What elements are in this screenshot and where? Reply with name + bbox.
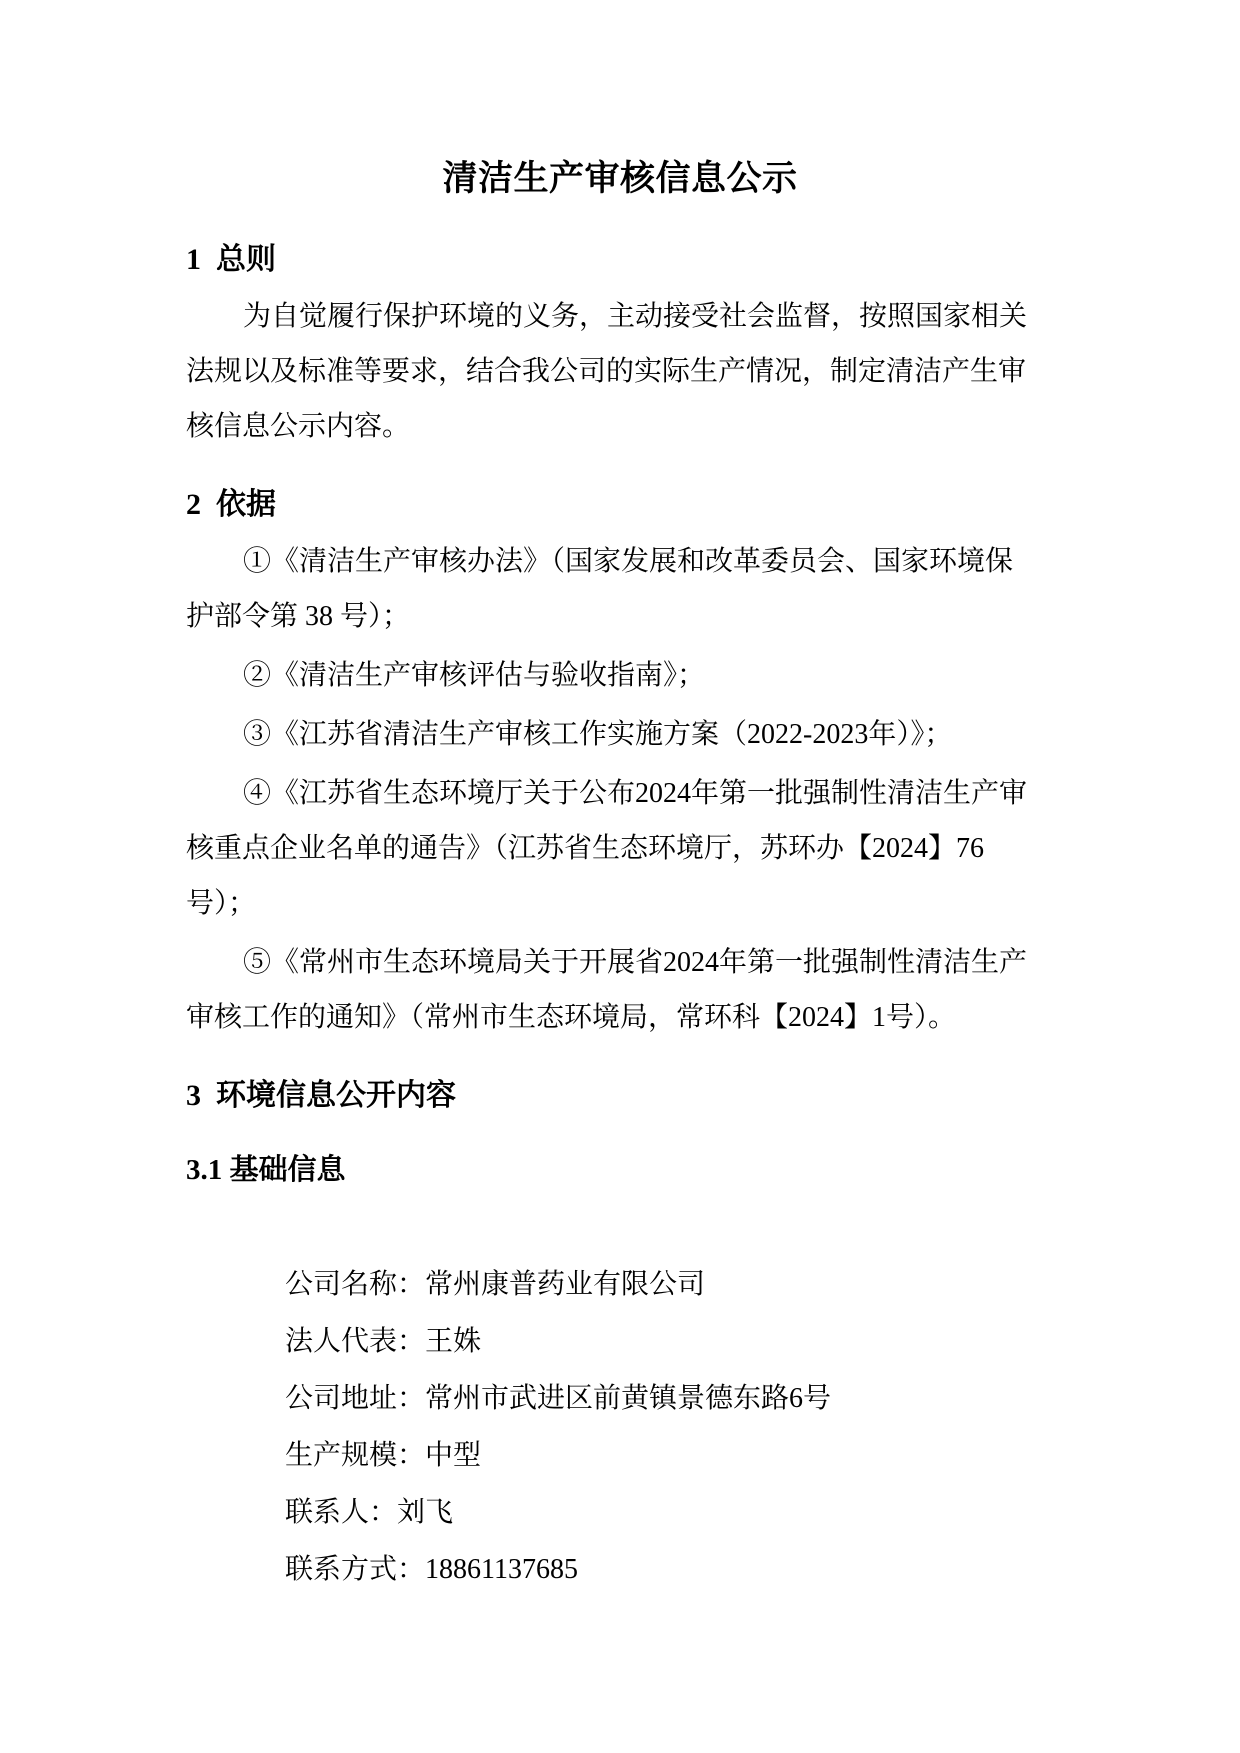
field-contact-person-label: 联系人： — [285, 1497, 398, 1528]
basis-item-4 — [186, 766, 1054, 931]
basis-item-3-line-1: ③《江苏省清洁生产审核工作实施方案（2022-2023年）》； — [243, 719, 953, 750]
basis-item-4-line-1: ④《江苏省生态环境厅关于公布2024年第一批强制性清洁生产审 — [243, 778, 1028, 809]
basis-item-1-line-1: ①《清洁生产审核办法》（国家发展和改革委员会、国家环境保 — [243, 546, 1014, 577]
basis-item-1-line-2: 护部令第 38 号）； — [186, 601, 411, 632]
field-company-address-value: 常州市武进区前黄镇景德东路6号 — [425, 1383, 832, 1414]
basis-item-2 — [186, 648, 1054, 703]
basis-item-5-line-1: ⑤《常州市生态环境局关于开展省2024年第一批强制性清洁生产 — [243, 947, 1028, 978]
para-general-line-1: 为自觉履行保护环境的义务，主动接受社会监督，按照国家相关 — [243, 301, 1028, 332]
heading-3-1-basic-info: 3.1 基础信息 — [186, 1154, 346, 1186]
field-company-name-value: 常州康普药业有限公司 — [425, 1269, 706, 1300]
field-legal-representative-label: 法人代表： — [285, 1326, 426, 1357]
field-production-scale-label: 生产规模： — [285, 1440, 426, 1471]
heading-2-basis: 2 依据 — [186, 488, 276, 521]
basis-item-2-line-1: ②《清洁生产审核评估与验收指南》； — [243, 660, 706, 691]
basis-item-4-line-2: 核重点企业名单的通告》（江苏省生态环境厅，苏环办【2024】76 — [186, 833, 985, 864]
field-contact-number-value: 18861137685 — [425, 1554, 578, 1585]
field-company-name — [186, 1199, 1054, 1300]
basic-info-fields — [186, 1199, 1054, 1585]
basis-item-3 — [186, 707, 1054, 762]
field-contact-person-value: 刘飞 — [397, 1497, 454, 1528]
heading-3-disclosure: 3 环境信息公开内容 — [186, 1079, 456, 1112]
basis-item-5 — [186, 935, 1054, 1045]
field-company-address-label: 公司地址： — [285, 1383, 426, 1414]
para-general-line-2: 法规以及标准等要求，结合我公司的实际生产情况，制定清洁产生审 — [186, 356, 1027, 387]
basis-list — [186, 534, 1054, 1045]
document-title: 清洁生产审核信息公示 — [442, 159, 798, 198]
basis-item-5-line-2: 审核工作的通知》（常州市生态环境局，常环科【2024】1号）。 — [186, 1002, 957, 1033]
para-general-line-3: 核信息公示内容。 — [186, 411, 411, 442]
field-legal-representative-value: 王姝 — [425, 1326, 482, 1357]
field-company-name-label: 公司名称： — [285, 1269, 426, 1300]
field-production-scale-value: 中型 — [425, 1440, 482, 1471]
basis-item-4-line-3: 号）； — [186, 888, 257, 919]
heading-1-general: 1 总则 — [186, 243, 276, 276]
basis-item-1 — [186, 534, 1054, 644]
field-contact-number-label: 联系方式： — [285, 1554, 426, 1585]
paragraph-general — [186, 289, 1054, 454]
